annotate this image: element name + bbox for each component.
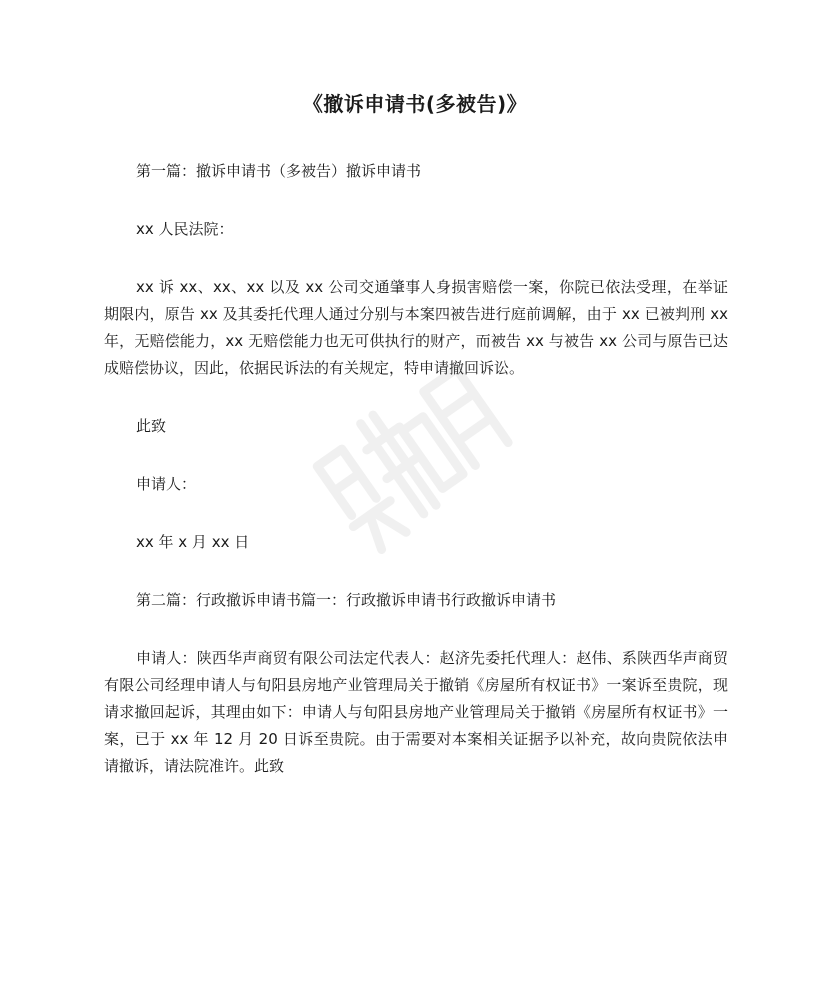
body-paragraph: 申请人：陕西华声商贸有限公司法定代表人：赵济先委托代理人：赵伟、系陕西华声商贸有限公司经理申请人与旬阳县房地产业管理局关于撤销《房屋所有权证书》一案诉至贵院，现请求撤回起诉，其理由如下：申请人与旬阳县房地产业管理局关于撤销《房屋所有权证书》一案，已于 xx 年 12 月 20 日诉至贵院。由于需要对本案相关证据予以补充，故向贵院依法申请撤诉，请法院准许。此致 bbox=[104, 649, 728, 775]
date-line: xx 年 x 月 xx 日 bbox=[136, 533, 250, 551]
closing-salutation: 此致 bbox=[136, 417, 167, 435]
applicant-label: 申请人： bbox=[136, 475, 197, 493]
document-title: 《撤诉申请书(多被告)》 bbox=[302, 92, 528, 116]
section-heading-2: 第二篇：行政撤诉申请书篇一：行政撤诉申请书行政撤诉申请书 bbox=[136, 591, 557, 609]
document-body bbox=[104, 158, 728, 811]
court-addressee: xx 人民法院： bbox=[136, 220, 234, 238]
body-paragraph: xx 诉 xx、xx、xx 以及 xx 公司交通肇事人身损害赔偿一案，你院已依法受理，在举证期限内，原告 xx 及其委托代理人通过分别与本案四被告进行庭前调解，由于 xx 已被判刑 xx 年，无赔偿能力，xx 无赔偿能力也无可供执行的财产，而被告 xx 与被告 xx 公司与原告已达成赔偿协议，因此，依据民诉法的有关规定，特申请撤回诉讼。 bbox=[104, 278, 728, 377]
section-heading-1: 第一篇：撤诉申请书（多被告）撤诉申请书 bbox=[136, 162, 422, 180]
